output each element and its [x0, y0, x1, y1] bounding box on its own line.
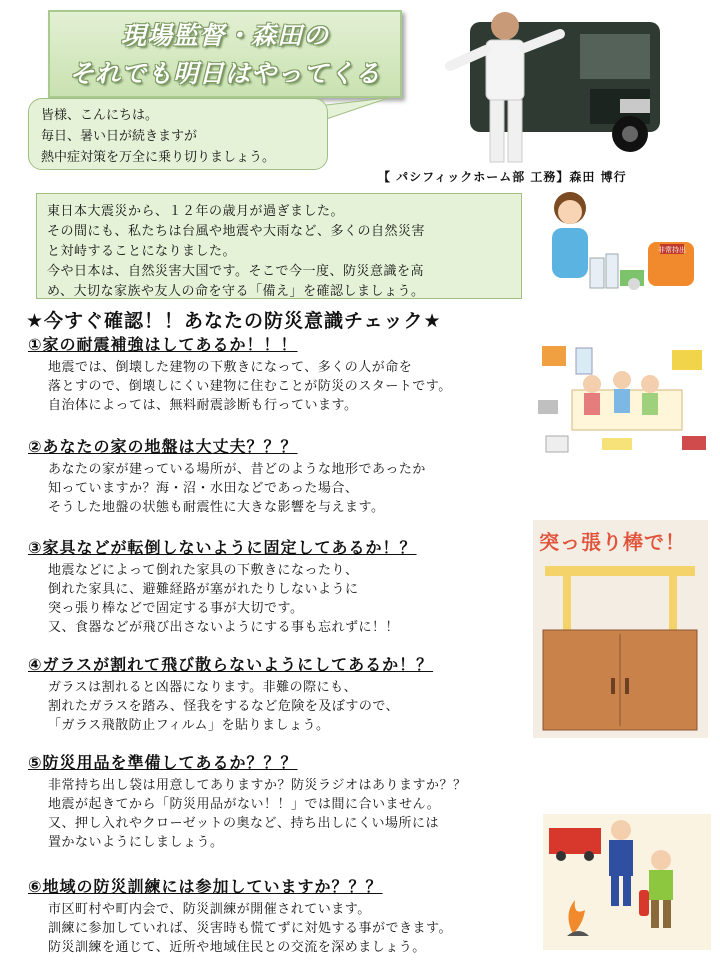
section-heading: ④ガラスが割れて飛び散らないようにしてあるか！？: [28, 655, 434, 674]
check-section-6: [28, 876, 568, 957]
bag-label: 非常持出: [658, 246, 686, 254]
section-heading: ⑤防災用品を準備してあるか？？？: [28, 753, 298, 772]
section-line: 置かないようにしましょう。: [48, 835, 224, 850]
intro-box: [36, 193, 522, 299]
section-line: 地震では、倒壊した建物の下敷きになって、多くの人が命を: [48, 360, 413, 375]
section-line: 自治体によっては、無料耐震診断も行っています。: [48, 398, 358, 413]
section-line: そうした地盤の状態も耐震性に大きな影響を与えます。: [48, 500, 385, 515]
greeting-line: 毎日、暑い日が続きますが: [41, 129, 198, 144]
check-section-1: [28, 334, 568, 415]
section-line: 又、食器などが飛び出さないようにする事も忘れずに！！: [48, 620, 400, 635]
section-line: 防災訓練を通じて、近所や地域住民との交流を深めましょう。: [48, 940, 426, 955]
section-heading: ②あなたの家の地盤は大丈夫？？？: [28, 437, 298, 456]
supervisor-photo: [430, 4, 670, 164]
section-line: 非常持ち出し袋は用意してありますか？防災ラジオはありますか？？: [48, 778, 467, 793]
section-line: 落とすので、倒壊しにくい建物に住むことが防災のスタートです。: [48, 379, 452, 394]
section-line: 知っていますか？海・沼・水田などであった場合、: [48, 481, 359, 496]
section-line: 突っ張り棒などで固定する事が大切です。: [48, 601, 304, 616]
intro-line: その間にも、私たちは台風や地震や大雨など、多くの自然災害: [47, 224, 426, 239]
section-heading: ①家の耐震補強はしてあるか！！！: [28, 335, 298, 354]
intro-line: と対峙することになりました。: [47, 244, 237, 259]
fire-drill-illustration: [543, 814, 711, 950]
check-section-5: [28, 752, 568, 852]
greeting-line: 熱中症対策を万全に乗り切りましょう。: [41, 150, 276, 165]
check-section-3: [28, 537, 568, 637]
section-line: 地震などによって倒れた家具の下敷きになったり、: [48, 563, 359, 578]
section-line: ガラスは割れると凶器になります。非難の際にも、: [48, 680, 358, 695]
section-heading: ③家具などが転倒しないように固定してあるか！？: [28, 538, 417, 557]
section-line: 訓練に参加していれば、災害時も慌てずに対処する事ができます。: [48, 921, 452, 936]
check-section-4: [28, 654, 568, 735]
check-section-2: [28, 436, 568, 517]
section-line: 「ガラス飛散防止フィルム」を貼りましょう。: [48, 718, 330, 733]
intro-line: 今や日本は、自然災害大国です。そこで今一度、防災意識を高: [47, 264, 424, 279]
title-banner: [48, 10, 402, 98]
check-title: ★今すぐ確認！！あなたの防災意識チェック★: [26, 310, 442, 332]
intro-line: め、大切な家族や友人の命を守る「備え」を確認しましょう。: [47, 284, 425, 299]
section-line: あなたの家が建っている場所が、昔どのような地形であったか: [48, 462, 426, 477]
tension-pole-illustration: [533, 520, 708, 738]
section-line: 地震が起きてから「防災用品がない！！」では間に合いません。: [48, 797, 441, 812]
section-line: 倒れた家具に、避難経路が塞がれたりしないように: [48, 582, 359, 597]
greeting-line: 皆様、こんにちは。: [41, 108, 159, 123]
pole-caption: 突っ張り棒で！: [539, 530, 686, 554]
woman-supplies-illustration: [530, 188, 710, 296]
family-supplies-illustration: [532, 340, 712, 458]
section-heading: ⑥地域の防災訓練には参加していますか？？？: [28, 877, 383, 896]
title-line-1: 現場監督・森田の: [120, 21, 329, 50]
title-line-2: それでも明日はやってくる: [68, 59, 381, 88]
section-line: 又、押し入れやクローゼットの奥など、持ち出しにくい場所には: [48, 816, 439, 831]
section-line: 市区町村や町内会で、防災訓練が開催されています。: [48, 902, 371, 917]
section-line: 割れたガラスを踏み、怪我をするなど危険を及ぼすので、: [48, 699, 400, 714]
intro-line: 東日本大震災から、１２年の歳月が過ぎました。: [47, 204, 345, 219]
author-credit: 【 パシフィックホーム部 工務】森田 博行: [378, 170, 627, 184]
greeting-bubble: [28, 98, 328, 170]
